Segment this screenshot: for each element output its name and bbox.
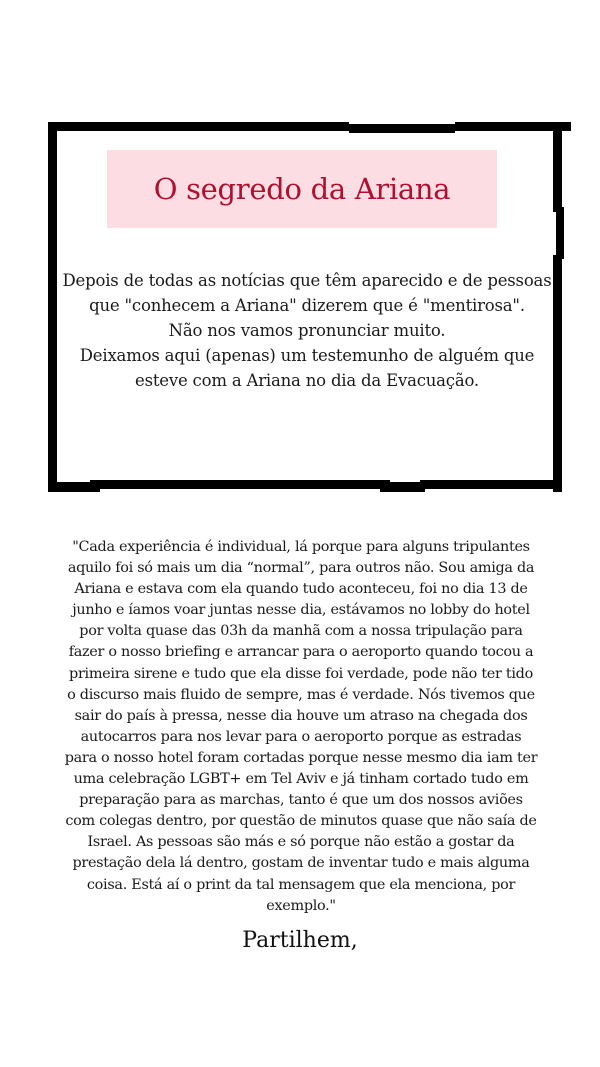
- closing-text: Partilhem,: [242, 928, 358, 953]
- intro-line: Não nos vamos pronunciar muito.: [168, 321, 446, 340]
- intro-line: Deixamos aqui (apenas) um testemunho de alguém que esteve com a Ariana no dia da Evacuação.: [79, 346, 535, 390]
- intro-line: Depois de todas as notícias que têm aparecido e de pessoas que "conhecem a Ariana" dizerem que é "mentirosa".: [62, 271, 552, 315]
- page-title: O segredo da Ariana: [153, 172, 451, 206]
- hand-drawn-frame: [0, 0, 600, 520]
- intro-text: [62, 268, 552, 393]
- testimony-quote: "Cada experiência é individual, lá porque para alguns tripulantes aquilo foi só mais um dia “normal”, para outros não. Sou amiga da Ariana e estava com ela quando tudo aconteceu, foi no dia 13 de junho e íamos voar juntas nesse dia, estávamos no lobby do hotel por volta quase das 03h da manhã com a nossa tripulação para fazer o nosso briefing e arrancar para o aeroporto quando tocou a primeira sirene e tudo que ela disse foi verdade, pode não ter tido o discurso mais fluido de sempre, mas é verdade. Nós tivemos que sair do país à pressa, nesse dia houve um atraso na chegada dos autocarros para nos levar para o aeroporto porque as estradas para o nosso hotel foram cortadas porque nesse mesmo dia iam ter uma celebração LGBT+ em Tel Aviv e já tinham cortado tudo em preparação para as marchas, tanto é que um dos nossos aviões com colegas dentro, por questão de minutos quase que não saía de Israel. As pessoas são más e só porque não estão a gostar da prestação dela lá dentro, gostam de inventar tudo e mais alguma coisa. Está aí o print da tal mensagem que ela menciona, por exemplo.": [64, 539, 538, 914]
- title-banner: [107, 150, 497, 228]
